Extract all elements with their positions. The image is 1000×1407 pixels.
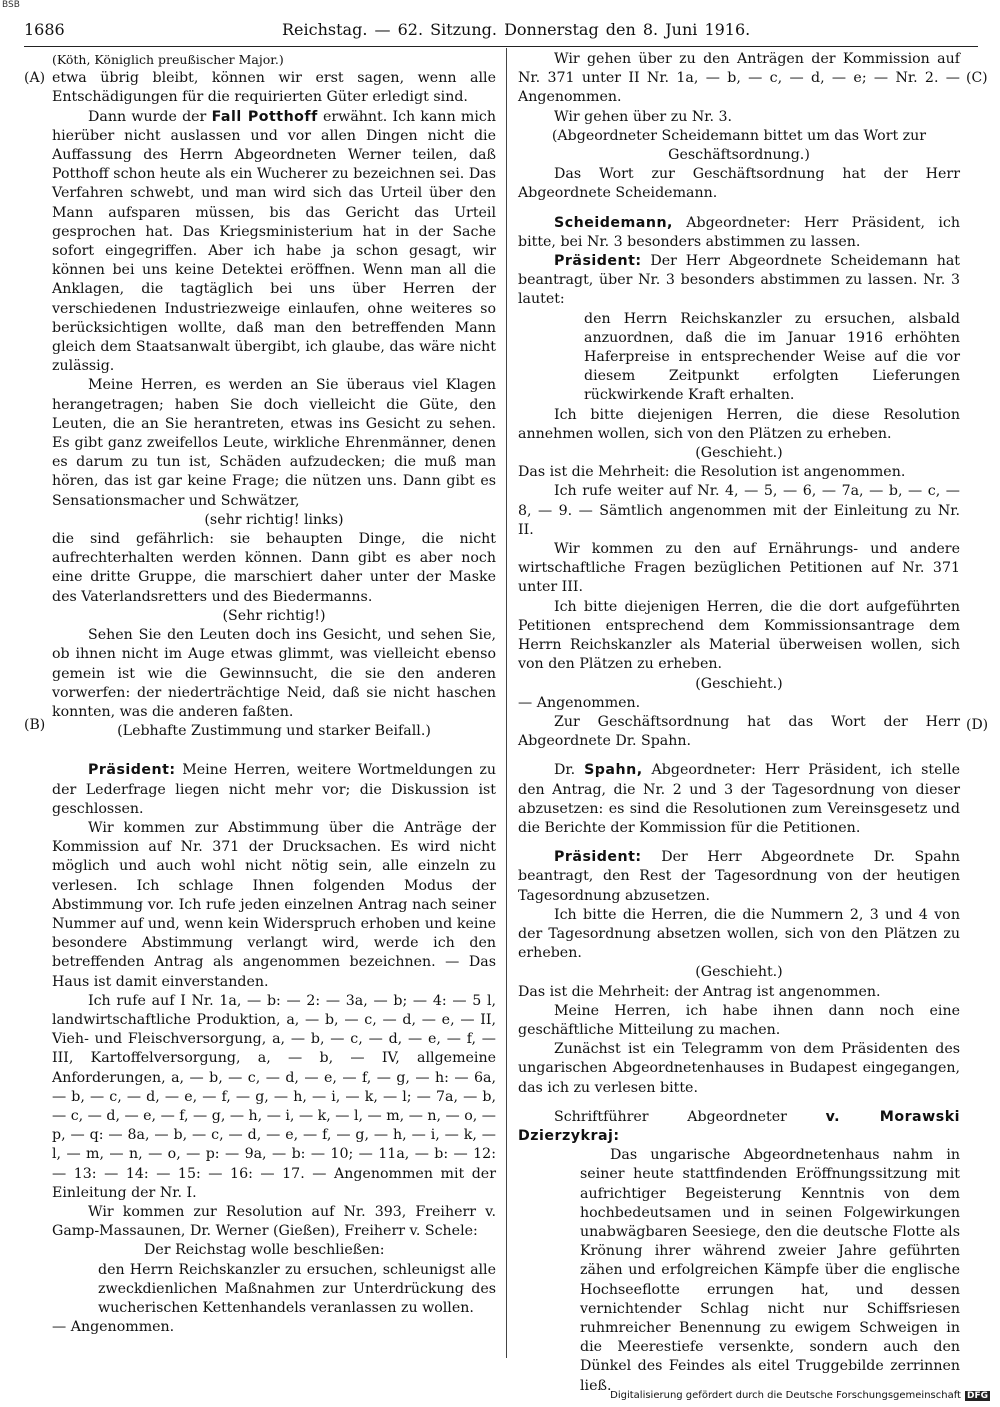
paragraph: Das Wort zur Geschäftsordnung hat der Herr Abgeordnete Scheidemann. (518, 166, 960, 202)
resolution-text: den Herrn Reichskanzler zu ersuchen, schleunigst alle zweckdienlichen Maßnahmen zur Unterdrückung des wucherischen Kettenhandels veranlassen zu wollen. (98, 1261, 496, 1316)
paragraph: Wir gehen über zu Nr. 3. (554, 108, 733, 125)
paragraph (518, 1108, 960, 1146)
margin-marker-b: (B) (24, 717, 46, 733)
paragraph: Wir gehen über zu den Anträgen der Kommission auf Nr. 371 unter II Nr. 1a, — b, — c, — d, — e; — Nr. 2. — Angenommen. (518, 51, 960, 106)
bold-phrase: Fall Potthoff (211, 108, 318, 125)
running-title: Reichstag. — 62. Sitzung. Donnerstag den 8. Juni 1916. (282, 20, 751, 39)
interjection: (Geschieht.) (695, 964, 783, 981)
speaker-name: v. Morawski Dzierzykraj: (518, 1108, 960, 1144)
interjection: (Geschieht.) (695, 445, 783, 462)
dfg-logo: DFG (966, 1391, 988, 1401)
quoted-resolution: den Herrn Reichskanzler zu ersuchen, alsbald anzuordnen, daß die im Januar 1916 erhöhten Haferpreise in entsprechender Weise auf die vor diesem Zeitpunkt erfolgten Lieferungen rückwirkende Kraft erhalten. (584, 310, 960, 404)
speaker-name: Spahn, (584, 762, 643, 779)
page-header (24, 16, 978, 47)
right-column (518, 50, 960, 1396)
paragraph: Meine Herren, ich habe ihnen dann noch eine geschäftliche Mitteilung zu machen. (518, 1002, 960, 1038)
text: Abgeordneter: Herr Präsident, ich bitte, bei Nr. 3 besonders abstimmen zu lassen. (518, 214, 960, 250)
margin-marker-d: (D) (966, 717, 989, 733)
speaker-name: Präsident: (554, 849, 642, 866)
library-stamp: BSB (2, 0, 20, 10)
paragraph (518, 761, 960, 838)
speaker-name: Scheidemann, (554, 214, 673, 231)
paragraph: Ich bitte diejenigen Herren, die die dort aufgeführten Petitionen entsprechend dem Kommissionsantrage dem Herrn Reichskanzler als Material überweisen wollen, sich von den Plätzen zu erheben. (518, 598, 960, 673)
telegram-text: Das ungarische Abgeordnetenhaus nahm in seiner heute stattfindenden Eröffnungssitzung mit aufrichtiger Begeisterung Kenntnis von dem hochbedeutsamen und in seinen Folgewirkungen unabwägbaren Seesiege, den die deutsche Flotte als Krönung ihrer während zweier Jahre geführten zähen und erfolgreichen Kämpfe über die englische Hochseeflotte errungen hat, und dessen vernichtender Schlag nicht nur Schiffsriesen ruhmreicher Benennung zu ewigem Schweigen in die Meerestiefe versenkte, sondern auch den Dünkel des Feindes als eitel Truggebilde zerrinnen ließ. (580, 1147, 960, 1394)
text: Dr. (554, 762, 585, 779)
paragraph (52, 108, 496, 377)
paragraph (518, 252, 960, 310)
paragraph: Das ist die Mehrheit: die Resolution ist angenommen. (518, 464, 906, 481)
paragraph: — Angenommen. (52, 1319, 175, 1336)
paragraph: — Angenommen. (518, 694, 641, 711)
paragraph (518, 848, 960, 906)
paragraph: Ich rufe auf I Nr. 1a, — b: — 2: — 3a, — b; — 4: — 5 l, landwirtschaftliche Produktion, a, — b, — c, — d, — e, — II, Vieh- und Fleischversorgung, a, — b, — c, — d, — e, — f, — III, Kartoffelversorgung, a, — b, — IV, allgemeine Anforderungen, a, — b, — c, — d, — e, — f, — g, — h: — 6a, — b, — c, — d, — e, — f, — g, — h, — i, — k, — l; — 7a, — b, — c, — d, — e, — f, — g, — h, — i, — k, — l, — m, — n, — o, — p, — q: — 8a, — b, — c, — d, — e, — f, — g, — h, — i, — k, — l, — m, — n, — o, — p: — 9a, — b: — 10; — 11a, — b: — 12: — 13: — 14: — 15: — 16: — 17. — Angenommen mit der Einleitung der Nr. I. (52, 992, 496, 1201)
paragraph: Ich bitte diejenigen Herren, die diese Resolution annehmen wollen, sich von den Plätzen zu erheben. (518, 406, 960, 442)
margin-marker-c: (C) (966, 70, 988, 86)
interjection: (Abgeordneter Scheidemann bittet um das Wort zur Geschäftsordnung.) (551, 127, 927, 164)
interjection: (sehr richtig! links) (204, 511, 344, 528)
paragraph: Ich bitte die Herren, die die Nummern 2, 3 und 4 von der Tagesordnung absetzen wollen, sich von den Plätzen zu erheben. (518, 906, 960, 962)
paragraph: Ich rufe weiter auf Nr. 4, — 5, — 6, — 7a, — b, — c, — 8, — 9. — Sämtlich angenommen mit der Einleitung zu Nr. II. (518, 483, 960, 538)
text: Meine Herren, weitere Wortmeldungen zu der Lederfrage liegen nicht mehr vor; die Diskussion ist geschlossen. (52, 762, 496, 817)
paragraph: Zunächst ist ein Telegramm von dem Präsidenten des ungarischen Abgeordnetenhauses in Budapest eingegangen, das ich zu verlesen bitte. (518, 1041, 960, 1096)
paragraph: Meine Herren, es werden an Sie überaus viel Klagen herangetragen; haben Sie doch vielleicht die Güte, den Leuten, die an Sie herantreten, etwas ins Gesicht zu sehen. Es gibt ganz zweifellos Leute, wirkliche Ehrenmänner, denen es darum zu tun ist, Schäden aufzudecken; die muß man hören, das ist gar keine Frage; die nützen uns. Dann gibt es Sensationsmacher und Schwätzer, (52, 377, 496, 509)
page-number: 1686 (24, 20, 65, 39)
column-divider (506, 48, 507, 1358)
paragraph (518, 214, 960, 252)
paragraph: Das ist die Mehrheit: der Antrag ist angenommen. (518, 983, 881, 1000)
text: Abgeordneter: Herr Präsident, ich stelle den Antrag, die Nr. 2 und 3 der Tagesordnung von dieser abzusetzen: es sind die Resolutionen zum Vereinsgesetz und die Berichte der Kommission für die Petitionen. (518, 762, 960, 836)
text: Der Herr Abgeordnete Dr. Spahn beantragt, den Rest der Tagesordnung von der heutigen Tagesordnung abzusetzen. (518, 849, 960, 904)
speaker-name: Präsident: (88, 762, 176, 779)
margin-marker-a: (A) (24, 70, 46, 86)
credit-text: Digitalisierung gefördert durch die Deutsche Forschungsgemeinschaft (610, 1390, 961, 1401)
paragraph: die sind gefährlich: sie behaupten Dinge, die nicht aufrechterhalten werden können. Dann gibt es aber noch eine dritte Gruppe, die marschiert daher unter der Maske des Vaterlandsretters und des Biedermanns. (52, 531, 496, 605)
text: Schriftführer Abgeordneter (554, 1108, 826, 1125)
interjection: (Sehr richtig!) (222, 607, 326, 624)
paragraph: Zur Geschäftsordnung hat das Wort der Herr Abgeordnete Dr. Spahn. (518, 713, 960, 750)
speaker-name: Präsident: (554, 253, 642, 270)
paragraph: etwa übrig bleibt, können wir erst sagen, wenn alle Entschädigungen für die requirierten Güter erledigt sind. (52, 70, 496, 106)
digitization-credit (610, 1390, 990, 1401)
resolution-intro: Der Reichstag wolle beschließen: (144, 1242, 385, 1259)
paragraph: Sehen Sie den Leuten doch ins Gesicht, und sehen Sie, ob ihnen nicht im Auge etwas glimmt, was vielleicht ebenso gemein ist wie die Gewinnsucht, die sie den anderen vorwerfen: der niederträchtige Neid, daß sie nicht haschen konnten, was die anderen faßten. (52, 627, 496, 720)
left-column (52, 50, 496, 1337)
text: Der Herr Abgeordnete Scheidemann hat beantragt, über Nr. 3 besonders abstimmen zu lassen. Nr. 3 lautet: (518, 253, 960, 308)
speaker-note: (Köth, Königlich preußischer Major.) (52, 52, 284, 67)
interjection: (Lebhafte Zustimmung und starker Beifall.) (117, 723, 431, 740)
text: Dann wurde der (88, 108, 212, 125)
paragraph: Wir kommen zur Resolution auf Nr. 393, Freiherr v. Gamp-Massaunen, Dr. Werner (Gießen), Freiherr v. Schele: (52, 1203, 496, 1240)
paragraph (52, 761, 496, 819)
interjection: (Geschieht.) (695, 675, 783, 692)
text: erwähnt. Ich kann mich hierüber nicht auslassen und vor allen Dingen nicht die Auffassung des Herrn Abgeordneten Werner teilen, daß Potthoff schon heute als ein Wucherer zu bezeichnen sei. Das Verfahren schwebt, und man wird sich das Urteil über den Mann aufsparen müssen, bis das Gericht das Urteil gesprochen hat. Das Kriegsministerium hat in der Sache sofort eingegriffen. Aber ich habe ja schon gesagt, wir können bei uns keine Detektei eröffnen. Wenn man all die Anklagen, die tagtäglich bei uns über Herren der verschiedenen Industriezweige einlaufen, ohne weiteres so berücksichtigen wollte, daß man den betreffenden Mann gleich dem Staatsanwalt übergibt, ich glaube, das wäre nicht zulässig. (52, 108, 496, 375)
paragraph: Wir kommen zu den auf Ernährungs- und andere wirtschaftliche Fragen bezüglichen Petitionen auf Nr. 371 unter III. (518, 541, 960, 596)
paragraph: Wir kommen zur Abstimmung über die Anträge der Kommission auf Nr. 371 der Drucksachen. Es wird nicht möglich und auch wohl nicht nötig sein, alle einzeln zu verlesen. Ich schlage Ihnen folgenden Modus der Abstimmung vor. Ich rufe jeden einzelnen Antrag nach seiner Nummer auf und, wenn kein Widerspruch erhoben und keine besondere Abstimmung verlangt wird, werde ich den betreffenden Antrag als angenommen bezeichnen. — Das Haus ist damit einverstanden. (52, 819, 496, 990)
